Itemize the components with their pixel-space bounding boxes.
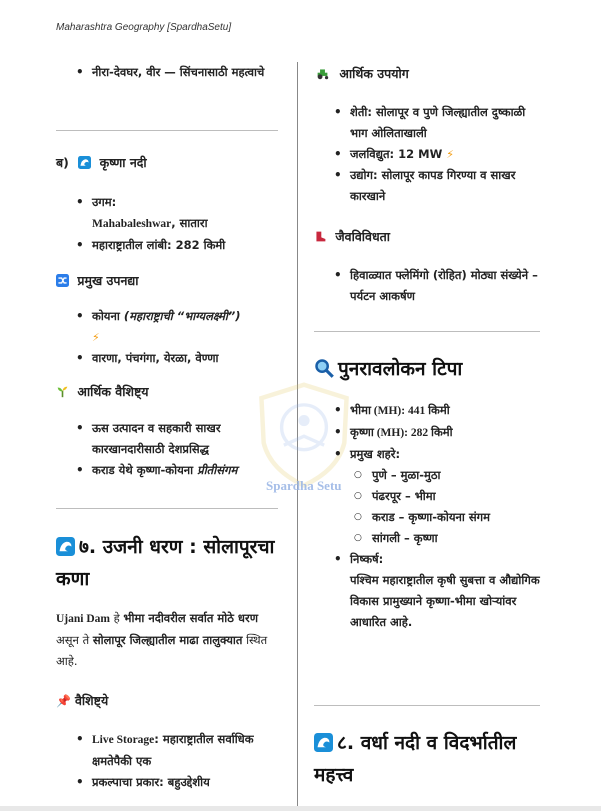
sprout-icon — [56, 385, 69, 398]
tributaries-list — [74, 306, 278, 369]
features-list — [74, 729, 278, 793]
biodiversity-heading: जैवविविधता — [314, 227, 390, 247]
bottom-scroll-bar — [0, 806, 601, 811]
list-item: ○ पुणे – मुळा-मुठा — [352, 465, 522, 486]
list-item: • निष्कर्ष: पश्चिम महाराष्ट्रातील कृषी सुबत्ता व औद्योगिक विकास प्रामुख्याने कृष्णा-भीमा खोऱ्यांवर आधारित आहे. — [332, 549, 540, 633]
list-item: ○ कराड – कृष्णा-कोयना संगम — [352, 507, 522, 528]
pushpin-icon: 📌 — [56, 694, 71, 708]
list-item: • हिवाळ्यात फ्लेमिंगो (रोहित) मोठ्या संख्येने – पर्यटन आकर्षण — [332, 265, 540, 307]
list-item: • ऊस उत्पादन व सहकारी साखर कारखानदारीसाठी देशप्रसिद्ध — [74, 418, 278, 460]
list-item: • उगम: Mahabaleshwar, सातारा — [74, 192, 278, 235]
list-item: • प्रकल्पाचा प्रकार: बहुउद्देशीय — [74, 772, 278, 793]
economic-use-list — [332, 102, 540, 207]
tributaries-heading: प्रमुख उपनद्या — [56, 271, 139, 291]
lightning-icon: ⚡ — [92, 331, 100, 344]
review-list — [332, 400, 540, 633]
list-item: • कृष्णा (MH): 282 किमी — [332, 422, 540, 444]
krishna-heading: ब) कृष्णा नदी — [56, 155, 147, 170]
wave-icon — [78, 156, 91, 169]
list-item: • महाराष्ट्रातील लांबी: 282 किमी — [74, 235, 278, 256]
list-item: • वारणा, पंचगंगा, येरळा, वेण्णा — [74, 348, 278, 369]
ujani-heading: ७. उजनी धरण : सोलापूरचा कणा — [56, 536, 275, 590]
list-item: • प्रमुख शहरे: ○ पुणे – मुळा-मुठा ○ पंढरपूर – भीमा ○ कराड – कृष्णा-कोयना संगम ○ सांगली – कृष्णा — [332, 444, 540, 549]
ujani-intro: Ujani Dam हे भीमा नदीवरील सर्वात मोठे धरण असून ते सोलापूर जिल्ह्यातील माढा तालुक्यात स्थित आहे. — [56, 611, 268, 668]
cities-list — [352, 465, 522, 549]
list-item: ○ पंढरपूर – भीमा — [352, 486, 522, 507]
lightning-icon: ⚡ — [446, 148, 455, 161]
top-bullet-list — [74, 62, 274, 83]
list-item: ○ सांगली – कृष्णा — [352, 528, 522, 549]
list-item: • नीरा-देवघर, वीर — सिंचनासाठी महत्वाचे — [74, 62, 274, 83]
biodiversity-list — [332, 265, 540, 307]
list-item: • उद्योग: सोलापूर कापड गिरण्या व साखर कारखाने — [332, 165, 540, 207]
economic-use-heading: आर्थिक उपयोग — [314, 64, 409, 84]
wave-icon — [56, 537, 75, 556]
list-item: • कराड येथे कृष्णा-कोयना प्रीतीसंगम — [74, 460, 278, 481]
features-heading: 📌 वैशिष्ट्ये — [56, 693, 109, 708]
boot-icon — [314, 230, 327, 243]
review-heading: पुनरावलोकन टिपा — [314, 353, 462, 385]
economic-feature-list — [74, 418, 278, 481]
section-divider — [56, 508, 278, 509]
list-item: • कोयना (महाराष्ट्राची “भाग्यलक्ष्मी”) ⚡ — [74, 306, 278, 348]
list-item: • शेती: सोलापूर व पुणे जिल्ह्यातील दुष्काळी भाग ओलिताखाली — [332, 102, 540, 144]
economic-feature-heading: आर्थिक वैशिष्ट्य — [56, 382, 149, 402]
shuffle-icon — [56, 274, 69, 287]
wardha-heading: ८. वर्धा नदी व विदर्भातील महत्त्व — [314, 732, 517, 786]
magnifier-icon — [314, 358, 334, 378]
section-divider — [56, 130, 278, 131]
list-item: • भीमा (MH): 441 किमी — [332, 400, 540, 422]
list-item: • Live Storage: महाराष्ट्रातील सर्वाधिक क्षमतेपैकी एक — [74, 729, 278, 772]
section-divider — [314, 331, 540, 332]
section-divider — [314, 705, 540, 706]
tractor-icon — [314, 67, 331, 80]
list-item: • जलविद्युत: 12 MW ⚡ — [332, 144, 540, 165]
page-header: Maharashtra Geography [SpardhaSetu] — [56, 22, 232, 33]
watermark-text: Spardha Setu — [266, 478, 342, 493]
wave-icon — [314, 733, 333, 752]
krishna-facts-list — [74, 192, 278, 256]
